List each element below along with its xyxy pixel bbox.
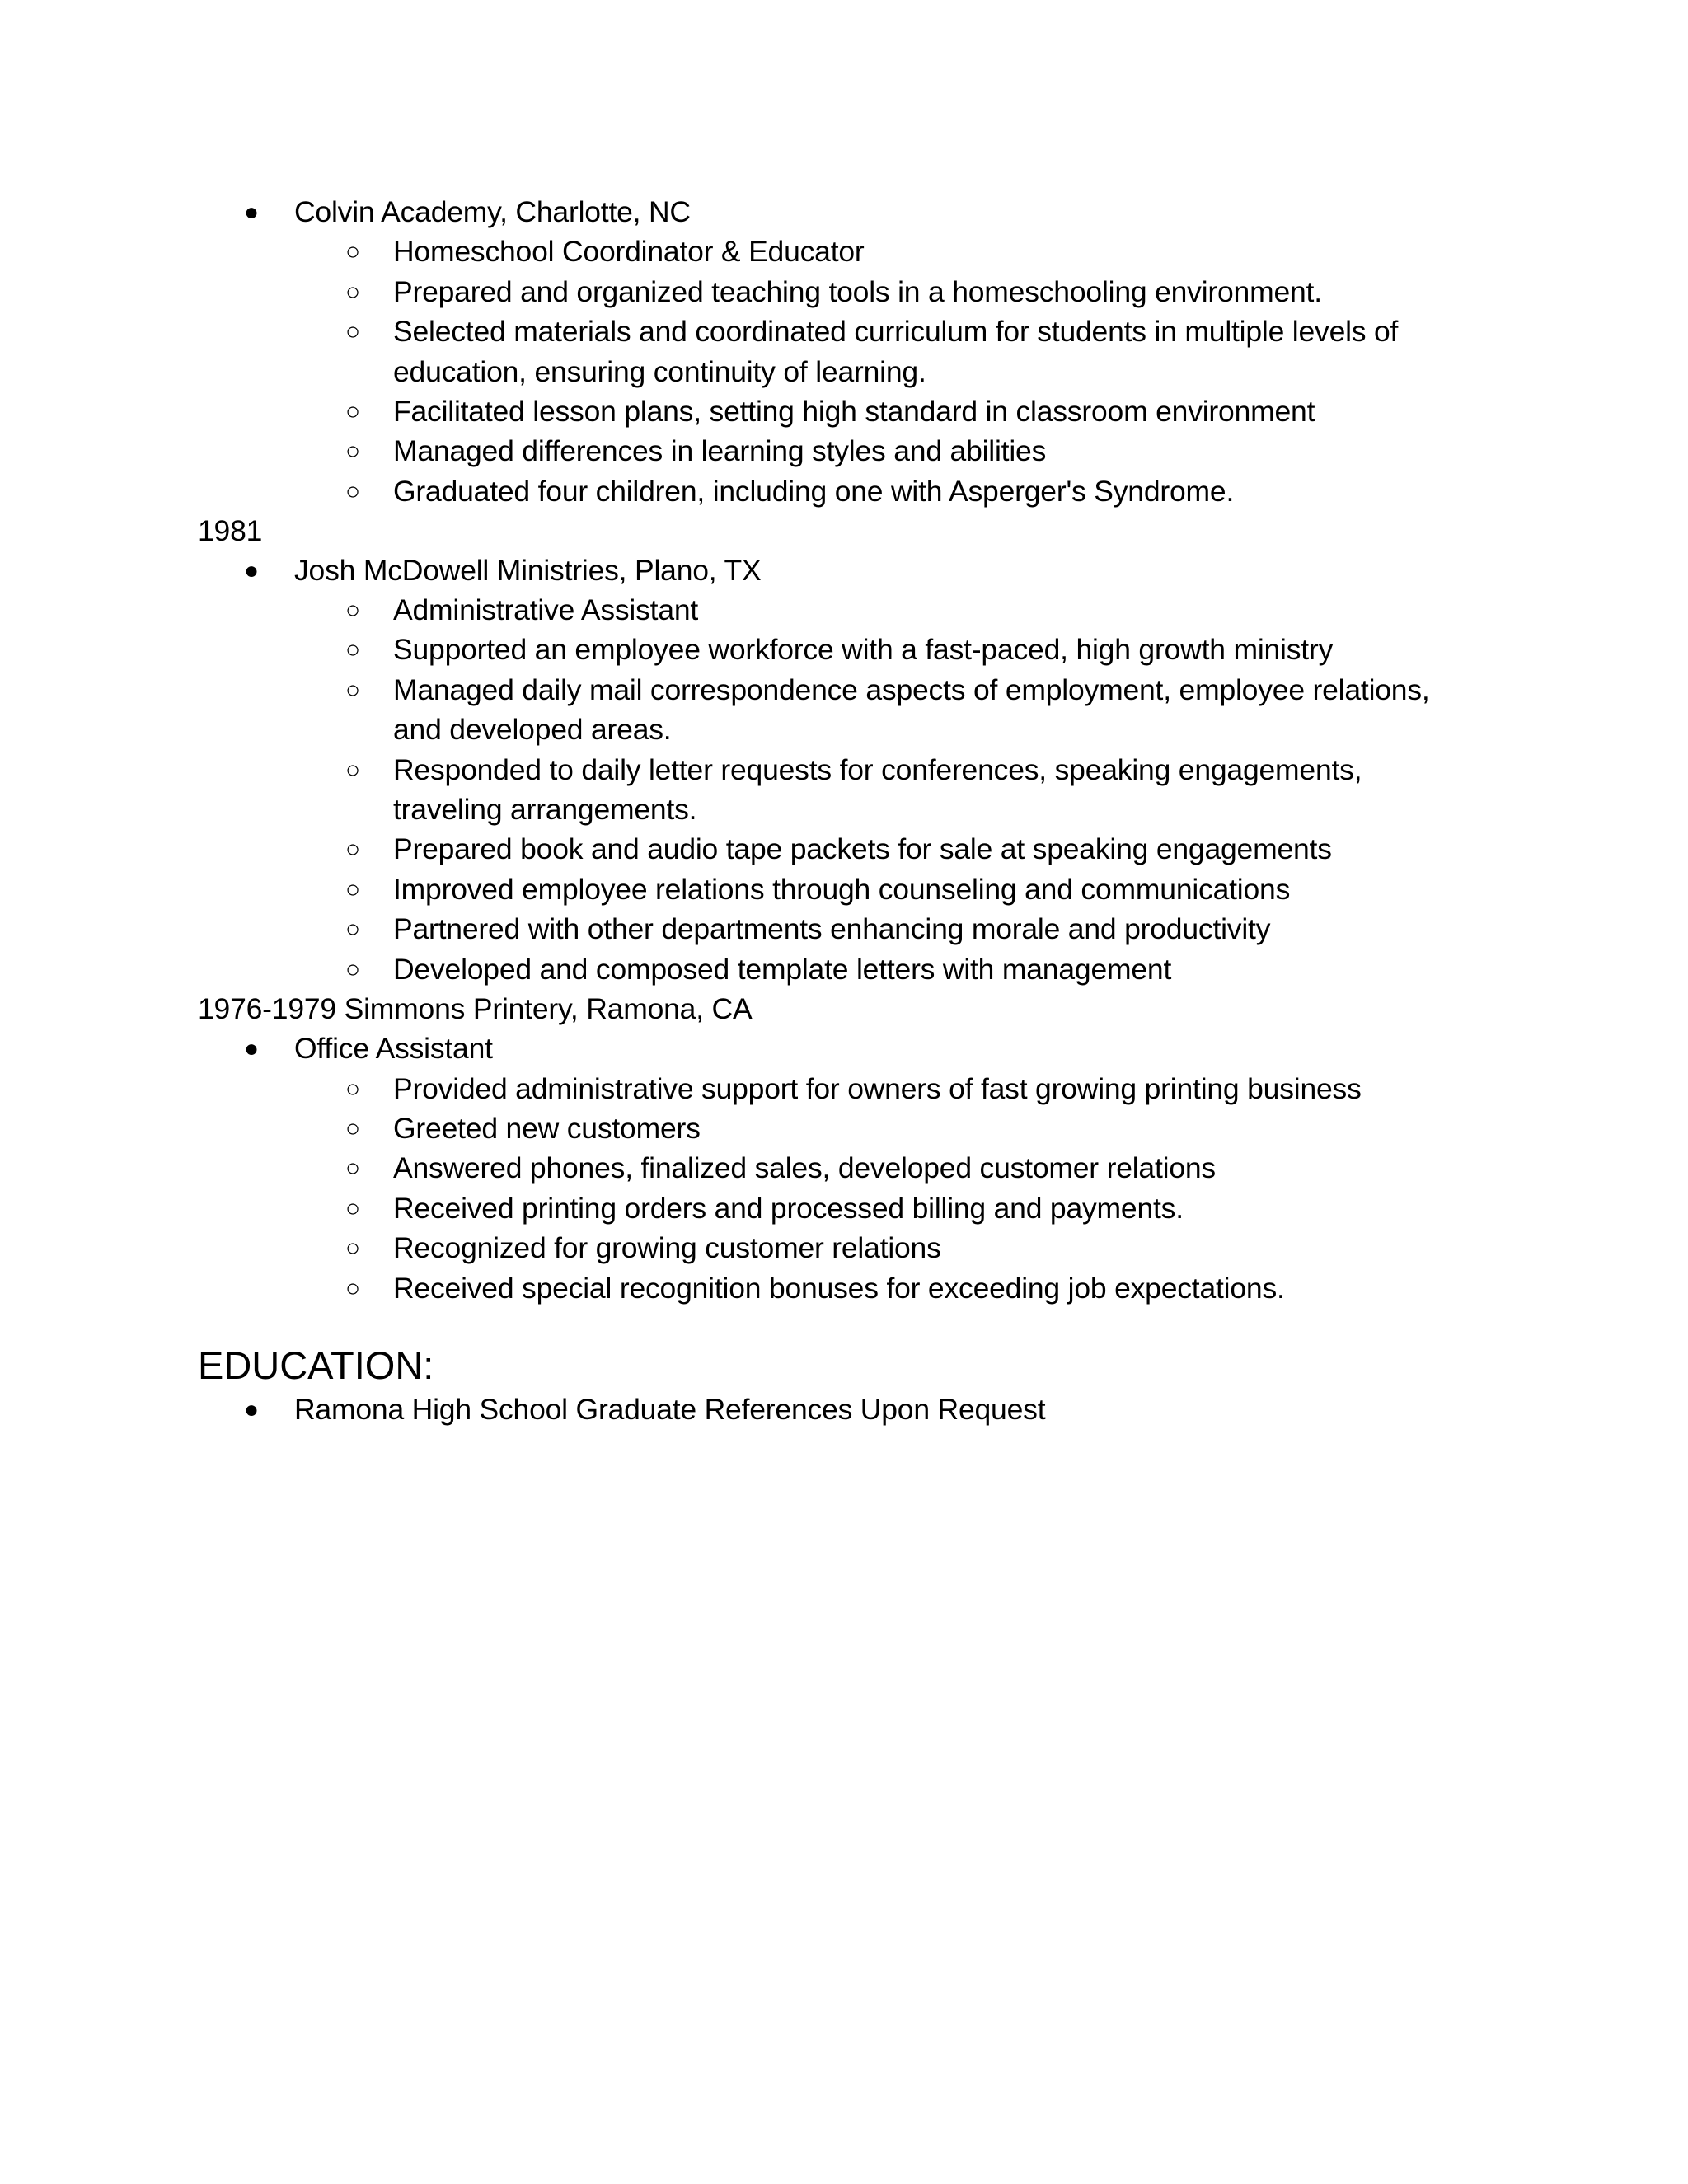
bullet-hollow: ○ [345, 916, 361, 943]
list-item: Greeted new customers [393, 1112, 701, 1145]
bullet-hollow: ○ [345, 1275, 361, 1302]
bullet-hollow: ○ [345, 238, 361, 265]
list-item: Responded to daily letter requests for conferences, speaking engagements, [393, 753, 1362, 786]
education-item: Ramona High School Graduate References Upon Request [294, 1393, 1046, 1426]
list-item: Managed differences in learning styles and abilities [393, 434, 1047, 467]
bullet-hollow: ○ [345, 1235, 361, 1262]
list-item: Graduated four children, including one with Asperger's Syndrome. [393, 475, 1235, 508]
bullet-hollow: ○ [345, 956, 361, 983]
bullet-hollow: ○ [345, 478, 361, 505]
list-item-continuation: and developed areas. [393, 713, 672, 746]
list-item: Prepared book and audio tape packets for sale at speaking engagements [393, 832, 1332, 865]
list-item: Partnered with other departments enhancing morale and productivity [393, 912, 1271, 945]
bullet-hollow: ○ [345, 438, 361, 465]
bullet-filled: ● [244, 1035, 260, 1062]
bullet-hollow: ○ [345, 597, 361, 624]
list-item-continuation: traveling arrangements. [393, 793, 697, 826]
list-item: Received printing orders and processed billing and payments. [393, 1192, 1184, 1225]
list-item: Supported an employee workforce with a fast-paced, high growth ministry [393, 633, 1334, 666]
bullet-filled: ● [244, 557, 260, 584]
bullet-hollow: ○ [345, 1155, 361, 1182]
list-item: Received special recognition bonuses for exceeding job expectations. [393, 1272, 1285, 1305]
bullet-hollow: ○ [345, 1195, 361, 1222]
bullet-hollow: ○ [345, 1076, 361, 1103]
bullet-hollow: ○ [345, 876, 361, 903]
list-item: Recognized for growing customer relations [393, 1231, 941, 1264]
year-1981: 1981 [198, 514, 263, 547]
list-item: Homeschool Coordinator & Educator [393, 235, 865, 268]
list-item: Facilitated lesson plans, setting high standard in classroom environment [393, 395, 1315, 428]
education-heading: EDUCATION: [198, 1343, 434, 1387]
bullet-filled: ● [244, 1396, 260, 1423]
list-item: Answered phones, finalized sales, developed customer relations [393, 1151, 1216, 1184]
bullet-hollow: ○ [345, 636, 361, 663]
employer-mcdowell: Josh McDowell Ministries, Plano, TX [294, 554, 762, 587]
bullet-hollow: ○ [345, 318, 361, 345]
bullet-hollow: ○ [345, 836, 361, 863]
bullet-hollow: ○ [345, 398, 361, 425]
employer-simmons: 1976-1979 Simmons Printery, Ramona, CA [198, 992, 753, 1025]
list-item: Developed and composed template letters with management [393, 953, 1172, 986]
bullet-filled: ● [244, 199, 260, 226]
list-item: Administrative Assistant [393, 593, 699, 626]
bullet-hollow: ○ [345, 1115, 361, 1142]
list-item-continuation: education, ensuring continuity of learning. [393, 355, 926, 388]
list-item: Improved employee relations through counseling and communications [393, 873, 1291, 906]
bullet-hollow: ○ [345, 757, 361, 784]
list-item: Managed daily mail correspondence aspects of employment, employee relations, [393, 673, 1430, 706]
bullet-hollow: ○ [345, 279, 361, 306]
bullet-hollow: ○ [345, 677, 361, 704]
list-item: Provided administrative support for owners of fast growing printing business [393, 1072, 1362, 1105]
list-item: Prepared and organized teaching tools in a homeschooling environment. [393, 275, 1322, 308]
list-item: Selected materials and coordinated curriculum for students in multiple levels of [393, 315, 1399, 348]
job-title-simmons: Office Assistant [294, 1032, 493, 1065]
employer-colvin: Colvin Academy, Charlotte, NC [294, 195, 691, 228]
